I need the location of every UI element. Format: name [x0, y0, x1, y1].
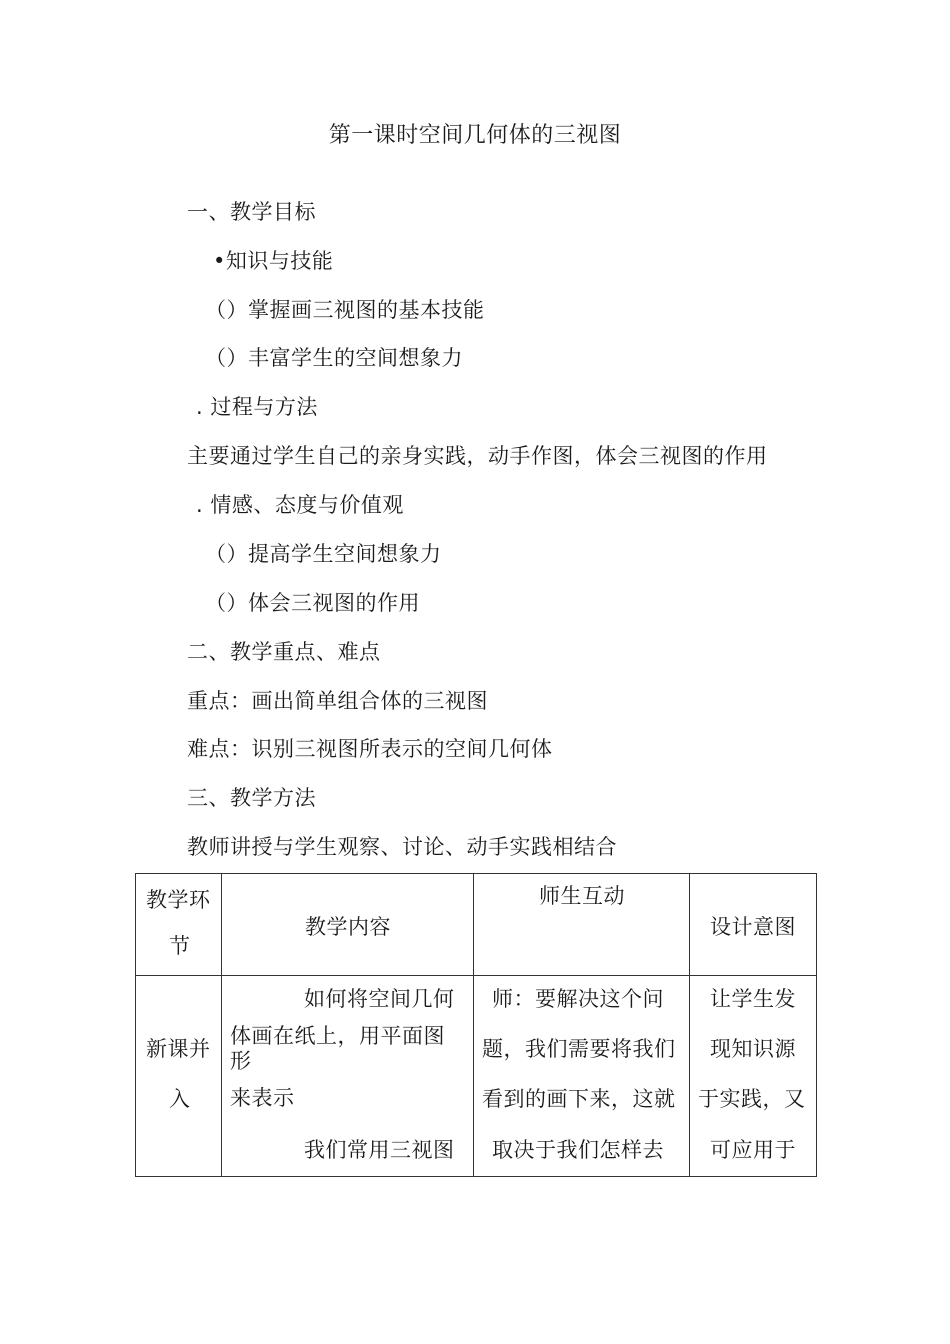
- row1-content-line-4: 来表示: [230, 1086, 295, 1110]
- row1-intent: [690, 976, 817, 1177]
- row1-interaction: [474, 976, 690, 1177]
- method-heading: 三、教学方法: [187, 786, 316, 810]
- row1-interaction-line-1: 师：要解决这个问: [492, 987, 664, 1011]
- emotion-item-2: （）体会三视图的作用: [205, 591, 420, 615]
- row1-intent-line-3: 于实践，又: [698, 1087, 806, 1111]
- row1-intent-line-2: 现知识源: [710, 1037, 796, 1061]
- row1-interaction-line-3: 看到的画下来，这就: [482, 1087, 676, 1111]
- row1-stage: [136, 976, 222, 1177]
- row1-content-line-3: 形: [230, 1049, 252, 1073]
- row1-intent-line-1: 让学生发: [710, 987, 796, 1011]
- focus-heading: 二、教学重点、难点: [187, 640, 381, 664]
- process-heading: . 过程与方法: [196, 395, 318, 419]
- lesson-plan-table: [135, 873, 817, 1177]
- process-text: 主要通过学生自己的亲身实践，动手作图，体会三视图的作用: [187, 444, 768, 468]
- emotion-item-1: （）提高学生空间想象力: [205, 542, 442, 566]
- table-row: [136, 976, 817, 1177]
- row1-content-line-5: 我们常用三视图: [304, 1138, 455, 1162]
- knowledge-heading: •知识与技能: [213, 249, 334, 273]
- header-interaction: [474, 874, 690, 976]
- header-stage-line-1: 教学环: [146, 888, 211, 912]
- header-stage-line-2: 节: [169, 934, 191, 958]
- row1-interaction-line-4: 取决于我们怎样去: [492, 1138, 664, 1162]
- knowledge-item-2: （）丰富学生的空间想象力: [205, 346, 463, 370]
- row1-intent-line-4: 可应用于: [710, 1138, 796, 1162]
- row1-interaction-line-2: 题，我们需要将我们: [482, 1037, 676, 1061]
- goal-heading: 一、教学目标: [187, 200, 316, 224]
- header-stage: [136, 874, 222, 976]
- key-point: 重点：画出简单组合体的三视图: [187, 689, 488, 713]
- page-title: 第一课时空间几何体的三视图: [328, 123, 622, 148]
- table-header-row: [136, 874, 817, 976]
- method-text: 教师讲授与学生观察、讨论、动手实践相结合: [187, 835, 617, 859]
- header-content-label: 教学内容: [305, 915, 391, 939]
- header-content: [222, 874, 474, 976]
- row1-content: [222, 976, 474, 1177]
- header-intent-label: 设计意图: [710, 915, 796, 939]
- row1-stage-line-2: 入: [169, 1087, 191, 1111]
- row1-stage-line-1: 新课并: [146, 1037, 211, 1061]
- difficult-point: 难点：识别三视图所表示的空间几何体: [187, 737, 553, 761]
- knowledge-item-1: （）掌握画三视图的基本技能: [205, 298, 485, 322]
- header-interaction-label: 师生互动: [539, 884, 625, 908]
- row1-content-line-2: 体画在纸上，用平面图: [230, 1024, 445, 1048]
- row1-content-line-1: 如何将空间几何: [304, 987, 455, 1011]
- header-intent: [690, 874, 817, 976]
- emotion-heading: . 情感、态度与价值观: [196, 493, 404, 517]
